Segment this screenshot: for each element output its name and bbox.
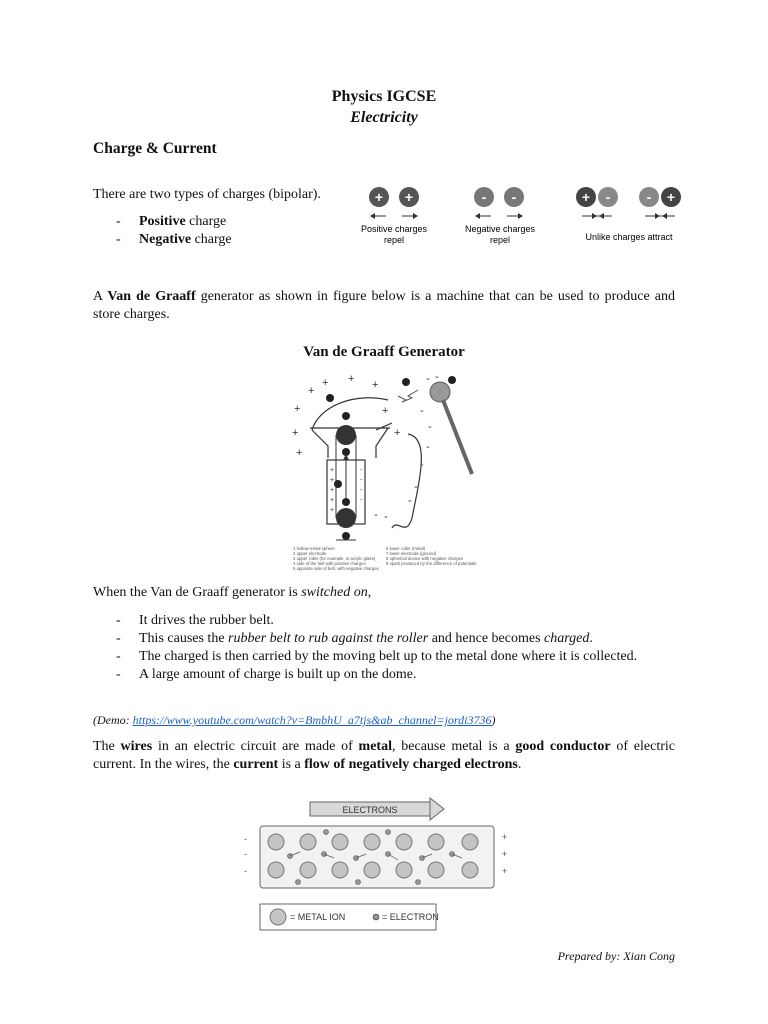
svg-text:+: +: [372, 379, 379, 391]
svg-text:-: -: [414, 481, 418, 493]
section-heading: Charge & Current: [93, 140, 217, 157]
svg-text:+: +: [502, 832, 508, 842]
page-subtitle: Electricity: [350, 109, 418, 126]
svg-text:-: -: [420, 459, 424, 471]
svg-text:-: -: [244, 834, 247, 844]
svg-text:+: +: [330, 487, 335, 494]
demo-link[interactable]: https://www.youtube.com/watch?v=BmbhU_a7tjs&ab_channel=jordi3736: [132, 713, 492, 727]
svg-text:= ELECTRON: = ELECTRON: [382, 912, 439, 922]
list-item: - Negative charge: [93, 231, 333, 249]
svg-text:-: -: [646, 189, 652, 205]
svg-text:-: -: [605, 189, 611, 205]
list-item: - This causes the rubber belt to rub against the roller and hence becomes charged.: [93, 630, 675, 648]
svg-text:= METAL ION: = METAL ION: [290, 912, 346, 922]
svg-text:-: -: [511, 189, 517, 205]
vdg-figure-title: Van de Graaff Generator: [303, 344, 465, 360]
svg-text:+: +: [294, 403, 301, 415]
svg-text:+: +: [330, 477, 335, 484]
svg-text:-: -: [428, 421, 432, 433]
svg-text:Unlike charges attract: Unlike charges attract: [585, 232, 673, 242]
list-item: - A large amount of charge is built up on the dome.: [93, 666, 675, 684]
svg-text:-: -: [360, 477, 363, 484]
charges-figure: [350, 178, 695, 250]
svg-text:-: -: [481, 189, 487, 205]
svg-text:+: +: [394, 427, 401, 439]
vdg-legend-right: 6 lower roller (metal) 7 lower electrode (ground) 8 spherical device with negative charges 9 spark produced by the difference of potentials: [386, 546, 477, 566]
list-item: - Positive charge: [93, 213, 333, 231]
svg-text:+: +: [330, 467, 335, 474]
svg-text:+: +: [382, 405, 389, 417]
demo-note: (Demo: https://www.youtube.com/watch?v=BmbhU_a7tjs&ab_channel=jordi3736): [93, 713, 496, 727]
svg-text:+: +: [581, 189, 591, 205]
positive-pair: [361, 187, 428, 245]
svg-text:+: +: [292, 427, 299, 439]
svg-text:-: -: [384, 511, 388, 523]
svg-text:-: -: [435, 371, 439, 383]
svg-text:+: +: [502, 866, 508, 876]
svg-text:Negative charges: Negative charges: [464, 224, 536, 234]
wires-paragraph: The wires in an electric circuit are made of metal, because metal is a good conductor of electric current. In the wires, the current is a flow of negatively charged electrons.: [93, 739, 675, 772]
vdg-legend-left: 1 hollow metal sphere 2 upper electrode 3 upper roller (for example, in acrylic glass) 4 side of the belt with positive charges 5 opposite side of belt, with negative charges: [293, 546, 379, 571]
svg-text:ELECTRONS: ELECTRONS: [342, 805, 398, 815]
svg-text:-: -: [374, 509, 378, 521]
svg-text:repel: repel: [383, 235, 405, 245]
svg-text:+: +: [404, 189, 414, 205]
switched-on-list: [93, 612, 675, 684]
svg-text:+: +: [374, 189, 384, 205]
svg-text:Positive charges: Positive charges: [360, 224, 428, 234]
electron-flow-figure: [238, 796, 520, 936]
svg-text:-: -: [426, 441, 430, 453]
switched-on-text: When the Van de Graaff generator is switched on,: [93, 585, 372, 600]
list-item: - It drives the rubber belt.: [93, 612, 675, 630]
svg-text:-: -: [408, 495, 412, 507]
svg-text:-: -: [420, 405, 424, 417]
svg-text:repel: repel: [489, 235, 511, 245]
page-title: Physics IGCSE: [331, 88, 437, 105]
list-item: - The charged is then carried by the moving belt up to the metal done where it is collected.: [93, 648, 675, 666]
footer-prepared-by: Prepared by: Xian Cong: [557, 949, 675, 963]
negative-pair: [465, 187, 536, 245]
svg-text:+: +: [666, 189, 676, 205]
charge-type-list: [93, 213, 333, 249]
unlike-pairs: [576, 187, 681, 242]
svg-text:-: -: [244, 866, 247, 876]
vdg-paragraph: A Van de Graaff generator as shown in figure below is a machine that can be used to produce and store charges.: [93, 289, 675, 322]
svg-text:-: -: [360, 497, 363, 504]
svg-text:+: +: [322, 377, 329, 389]
svg-text:+: +: [502, 849, 508, 859]
electron-legend: [260, 904, 439, 930]
intro-text: There are two types of charges (bipolar).: [93, 187, 321, 202]
electrons-arrow: [310, 798, 444, 820]
svg-text:+: +: [330, 497, 335, 504]
svg-text:-: -: [244, 849, 247, 859]
svg-text:-: -: [360, 467, 363, 474]
svg-text:+: +: [296, 447, 303, 459]
svg-text:-: -: [426, 373, 430, 385]
svg-text:+: +: [330, 507, 335, 514]
svg-text:+: +: [308, 385, 315, 397]
svg-text:+: +: [348, 373, 355, 385]
svg-text:-: -: [360, 487, 363, 494]
vdg-diagram: [280, 368, 485, 568]
